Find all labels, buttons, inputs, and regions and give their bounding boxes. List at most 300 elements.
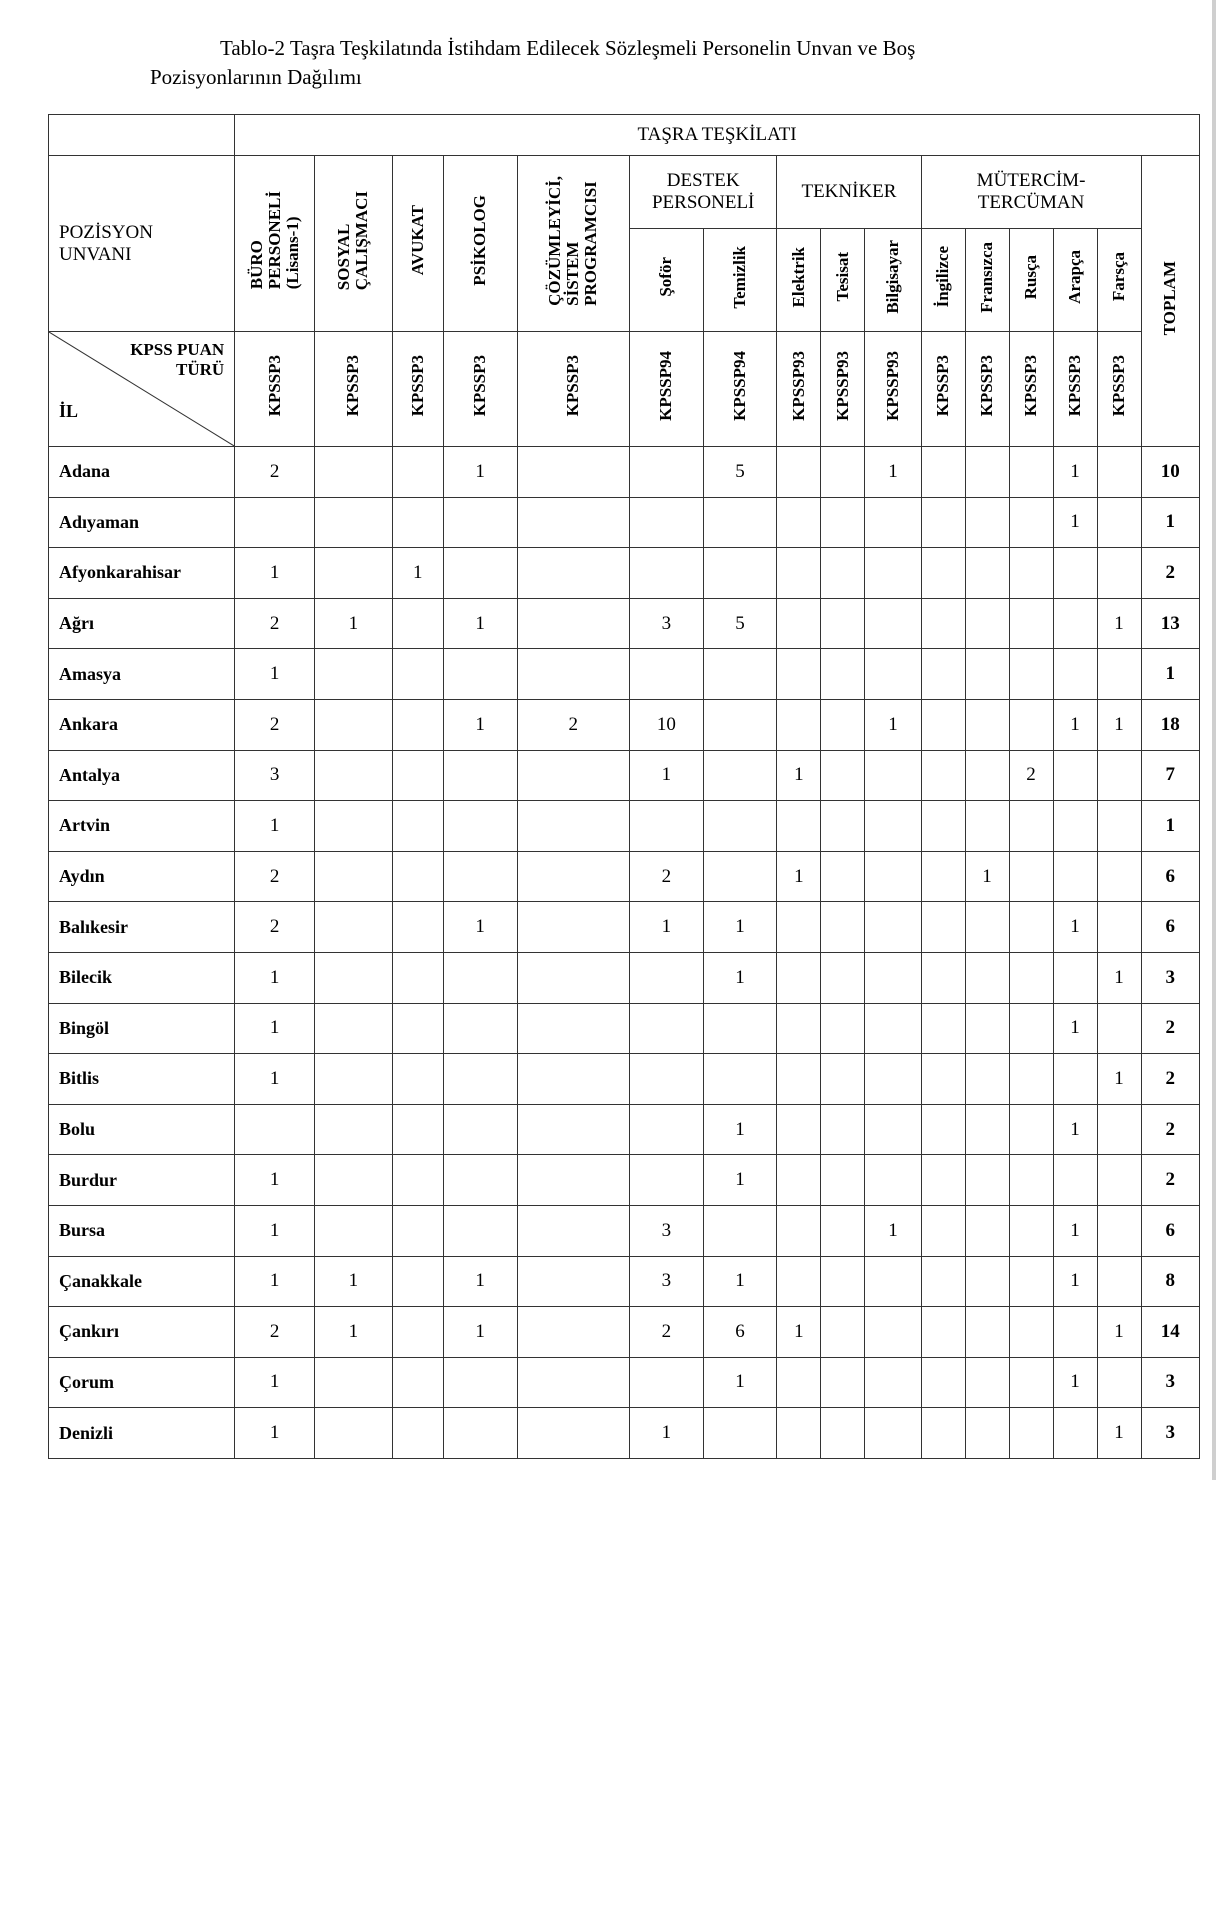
position-count bbox=[865, 1104, 921, 1155]
position-count bbox=[921, 1205, 965, 1256]
position-count bbox=[965, 1307, 1009, 1358]
position-count bbox=[392, 649, 443, 700]
row-total: 10 bbox=[1141, 447, 1200, 498]
position-count bbox=[865, 1357, 921, 1408]
kpss-type: KPSSP94 bbox=[703, 332, 777, 447]
province-name: Aydın bbox=[49, 851, 235, 902]
position-count bbox=[1009, 1408, 1053, 1459]
position-count bbox=[921, 1408, 965, 1459]
province-name: Bursa bbox=[49, 1205, 235, 1256]
province-name: Amasya bbox=[49, 649, 235, 700]
province-name: Bingöl bbox=[49, 1003, 235, 1054]
position-count: 1 bbox=[703, 1155, 777, 1206]
position-count bbox=[865, 801, 921, 852]
position-count bbox=[517, 750, 630, 801]
table-body bbox=[49, 447, 1200, 1459]
position-count bbox=[392, 1357, 443, 1408]
position-count bbox=[777, 1408, 821, 1459]
position-count bbox=[965, 902, 1009, 953]
position-count: 1 bbox=[235, 1003, 315, 1054]
position-count: 2 bbox=[517, 699, 630, 750]
position-count bbox=[517, 1054, 630, 1105]
position-count bbox=[865, 902, 921, 953]
position-count bbox=[443, 649, 517, 700]
position-count bbox=[314, 801, 392, 852]
position-count bbox=[1097, 548, 1141, 599]
position-count bbox=[821, 497, 865, 548]
position-count bbox=[821, 699, 865, 750]
position-count: 2 bbox=[630, 851, 704, 902]
kpss-type: KPSSP3 bbox=[1009, 332, 1053, 447]
position-count bbox=[703, 1408, 777, 1459]
position-count bbox=[630, 1155, 704, 1206]
position-count bbox=[703, 1054, 777, 1105]
position-count bbox=[392, 1205, 443, 1256]
position-count bbox=[921, 750, 965, 801]
position-count: 1 bbox=[777, 750, 821, 801]
position-count bbox=[314, 1205, 392, 1256]
position-count: 1 bbox=[314, 1307, 392, 1358]
row-total: 14 bbox=[1141, 1307, 1200, 1358]
position-count bbox=[443, 851, 517, 902]
position-count bbox=[443, 952, 517, 1003]
position-count: 5 bbox=[703, 447, 777, 498]
group-header-tekniker: TEKNİKER bbox=[777, 156, 921, 229]
position-count bbox=[443, 497, 517, 548]
position-count bbox=[965, 548, 1009, 599]
position-count bbox=[1053, 1307, 1097, 1358]
province-name: Çorum bbox=[49, 1357, 235, 1408]
position-count: 1 bbox=[1053, 1205, 1097, 1256]
position-count bbox=[1009, 1357, 1053, 1408]
position-count bbox=[443, 1205, 517, 1256]
position-count: 1 bbox=[1053, 902, 1097, 953]
position-count bbox=[1009, 497, 1053, 548]
position-count bbox=[821, 598, 865, 649]
position-count bbox=[1053, 801, 1097, 852]
province-name: Antalya bbox=[49, 750, 235, 801]
position-count: 1 bbox=[1097, 1307, 1141, 1358]
position-count bbox=[865, 1003, 921, 1054]
position-count: 2 bbox=[235, 902, 315, 953]
position-count bbox=[1097, 851, 1141, 902]
position-count bbox=[1097, 801, 1141, 852]
position-count: 1 bbox=[630, 1408, 704, 1459]
position-count bbox=[777, 1054, 821, 1105]
province-name: Denizli bbox=[49, 1408, 235, 1459]
table-title: TAŞRA TEŞKİLATI bbox=[235, 115, 1200, 156]
position-count bbox=[703, 851, 777, 902]
position-count: 1 bbox=[235, 801, 315, 852]
position-count: 1 bbox=[235, 1256, 315, 1307]
row-total: 13 bbox=[1141, 598, 1200, 649]
position-title-header: POZİSYON UNVANI bbox=[49, 156, 235, 332]
kpss-type: KPSSP94 bbox=[630, 332, 704, 447]
province-name: Afyonkarahisar bbox=[49, 548, 235, 599]
position-count bbox=[703, 1003, 777, 1054]
position-count: 2 bbox=[235, 699, 315, 750]
position-count bbox=[965, 1003, 1009, 1054]
position-count bbox=[314, 902, 392, 953]
staff-distribution-table bbox=[48, 114, 1200, 1459]
position-count bbox=[392, 497, 443, 548]
position-count bbox=[1009, 1054, 1053, 1105]
col-header-tesisat: Tesisat bbox=[821, 229, 865, 332]
position-count bbox=[821, 851, 865, 902]
col-header-fransizca: Fransızca bbox=[965, 229, 1009, 332]
province-name: Ankara bbox=[49, 699, 235, 750]
position-count bbox=[517, 548, 630, 599]
position-count bbox=[1053, 1054, 1097, 1105]
position-count bbox=[1009, 598, 1053, 649]
position-count bbox=[1053, 851, 1097, 902]
kpss-type: KPSSP93 bbox=[821, 332, 865, 447]
position-count: 5 bbox=[703, 598, 777, 649]
position-count bbox=[821, 1256, 865, 1307]
position-count bbox=[1009, 1155, 1053, 1206]
province-name: Çanakkale bbox=[49, 1256, 235, 1307]
position-count bbox=[1097, 902, 1141, 953]
position-count bbox=[1053, 1408, 1097, 1459]
position-count: 1 bbox=[443, 447, 517, 498]
position-count bbox=[921, 1003, 965, 1054]
col-header-avukat: AVUKAT bbox=[392, 156, 443, 332]
position-count bbox=[703, 1205, 777, 1256]
position-count bbox=[777, 1003, 821, 1054]
province-name: Bitlis bbox=[49, 1054, 235, 1105]
position-count bbox=[314, 1003, 392, 1054]
table-row bbox=[49, 750, 1200, 801]
table-row bbox=[49, 699, 1200, 750]
position-count bbox=[1097, 649, 1141, 700]
position-count bbox=[443, 801, 517, 852]
kpss-type: KPSSP3 bbox=[443, 332, 517, 447]
table-row bbox=[49, 1155, 1200, 1206]
position-count bbox=[314, 1408, 392, 1459]
position-count: 1 bbox=[1097, 699, 1141, 750]
col-header-bilgisayar: Bilgisayar bbox=[865, 229, 921, 332]
position-count bbox=[921, 1307, 965, 1358]
position-count bbox=[314, 447, 392, 498]
position-count bbox=[1009, 1003, 1053, 1054]
province-name: Bolu bbox=[49, 1104, 235, 1155]
position-count bbox=[314, 649, 392, 700]
col-header-temizlik: Temizlik bbox=[703, 229, 777, 332]
table-row bbox=[49, 598, 1200, 649]
position-count bbox=[865, 497, 921, 548]
position-count: 1 bbox=[314, 598, 392, 649]
position-count: 1 bbox=[1053, 447, 1097, 498]
position-count: 1 bbox=[1097, 598, 1141, 649]
position-count bbox=[821, 447, 865, 498]
position-count bbox=[821, 750, 865, 801]
row-total: 1 bbox=[1141, 649, 1200, 700]
position-count bbox=[443, 1357, 517, 1408]
position-count bbox=[921, 1256, 965, 1307]
position-count bbox=[921, 902, 965, 953]
position-count bbox=[1009, 447, 1053, 498]
position-count bbox=[314, 548, 392, 599]
row-total: 6 bbox=[1141, 1205, 1200, 1256]
position-count bbox=[630, 1003, 704, 1054]
group-header-destek: DESTEK PERSONELİ bbox=[630, 156, 777, 229]
position-count bbox=[1009, 801, 1053, 852]
kpss-type: KPSSP3 bbox=[314, 332, 392, 447]
position-count bbox=[1097, 1104, 1141, 1155]
table-row bbox=[49, 1256, 1200, 1307]
position-count bbox=[392, 598, 443, 649]
position-count bbox=[517, 1205, 630, 1256]
kpss-type: KPSSP3 bbox=[921, 332, 965, 447]
table-row bbox=[49, 1003, 1200, 1054]
position-count bbox=[965, 952, 1009, 1003]
position-count bbox=[392, 952, 443, 1003]
position-count: 1 bbox=[443, 902, 517, 953]
position-count bbox=[517, 801, 630, 852]
position-count bbox=[865, 1155, 921, 1206]
position-count bbox=[921, 1104, 965, 1155]
position-count bbox=[777, 952, 821, 1003]
position-count bbox=[1097, 1155, 1141, 1206]
position-count: 1 bbox=[703, 902, 777, 953]
position-count bbox=[392, 801, 443, 852]
kpss-il-diagonal-header bbox=[49, 332, 235, 447]
col-header-ingilizce: İngilizce bbox=[921, 229, 965, 332]
position-count bbox=[443, 1104, 517, 1155]
province-name: Adıyaman bbox=[49, 497, 235, 548]
position-count: 1 bbox=[443, 1307, 517, 1358]
position-count bbox=[965, 1104, 1009, 1155]
kpss-type: KPSSP93 bbox=[865, 332, 921, 447]
position-count bbox=[1009, 1307, 1053, 1358]
position-count bbox=[630, 649, 704, 700]
position-count bbox=[630, 1357, 704, 1408]
position-count bbox=[1097, 750, 1141, 801]
position-count bbox=[965, 447, 1009, 498]
position-count bbox=[1009, 649, 1053, 700]
position-count bbox=[517, 1155, 630, 1206]
caption-line-1: Tablo-2 Taşra Teşkilatında İstihdam Edilecek Sözleşmeli Personelin Unvan ve Boş bbox=[220, 36, 916, 60]
position-count: 1 bbox=[443, 598, 517, 649]
position-count: 1 bbox=[392, 548, 443, 599]
position-count bbox=[777, 1104, 821, 1155]
position-count bbox=[517, 1003, 630, 1054]
position-count bbox=[865, 1307, 921, 1358]
position-count bbox=[517, 1307, 630, 1358]
position-count bbox=[443, 750, 517, 801]
position-count: 1 bbox=[1053, 1256, 1097, 1307]
row-total: 2 bbox=[1141, 548, 1200, 599]
row-total: 3 bbox=[1141, 1357, 1200, 1408]
position-count bbox=[1097, 1205, 1141, 1256]
position-count bbox=[777, 1256, 821, 1307]
position-count bbox=[314, 1104, 392, 1155]
position-count bbox=[314, 750, 392, 801]
position-count bbox=[821, 801, 865, 852]
col-header-cozumleyici: ÇÖZÜMLEYİCİ, SİSTEM PROGRAMCISI bbox=[517, 156, 630, 332]
table-row bbox=[49, 1054, 1200, 1105]
position-count: 1 bbox=[1053, 1104, 1097, 1155]
position-count bbox=[1097, 497, 1141, 548]
position-count bbox=[517, 1357, 630, 1408]
position-count bbox=[965, 1054, 1009, 1105]
position-count bbox=[630, 1054, 704, 1105]
position-count bbox=[443, 1155, 517, 1206]
position-count bbox=[443, 548, 517, 599]
col-header-sofor: Şoför bbox=[630, 229, 704, 332]
position-count: 1 bbox=[314, 1256, 392, 1307]
position-count: 3 bbox=[630, 1256, 704, 1307]
position-count bbox=[1009, 952, 1053, 1003]
position-count bbox=[965, 750, 1009, 801]
position-count bbox=[392, 1256, 443, 1307]
position-count bbox=[1009, 1256, 1053, 1307]
province-name: Çankırı bbox=[49, 1307, 235, 1358]
province-name: Bilecik bbox=[49, 952, 235, 1003]
position-count bbox=[965, 1408, 1009, 1459]
position-count bbox=[443, 1003, 517, 1054]
position-count bbox=[865, 750, 921, 801]
position-count bbox=[314, 699, 392, 750]
position-count: 1 bbox=[235, 952, 315, 1003]
position-count bbox=[777, 1205, 821, 1256]
table-row bbox=[49, 447, 1200, 498]
position-count bbox=[392, 1408, 443, 1459]
position-count bbox=[965, 1357, 1009, 1408]
position-count bbox=[314, 1357, 392, 1408]
position-count bbox=[777, 1357, 821, 1408]
position-count bbox=[517, 952, 630, 1003]
position-count bbox=[777, 598, 821, 649]
position-count: 2 bbox=[235, 447, 315, 498]
position-count bbox=[517, 497, 630, 548]
row-total: 7 bbox=[1141, 750, 1200, 801]
position-count bbox=[1053, 548, 1097, 599]
position-count: 1 bbox=[703, 1256, 777, 1307]
position-count bbox=[821, 952, 865, 1003]
position-count: 1 bbox=[235, 1408, 315, 1459]
position-count: 1 bbox=[630, 750, 704, 801]
position-count: 6 bbox=[703, 1307, 777, 1358]
table-row bbox=[49, 1357, 1200, 1408]
position-count: 2 bbox=[235, 1307, 315, 1358]
position-count bbox=[517, 902, 630, 953]
position-count: 3 bbox=[630, 598, 704, 649]
table-row bbox=[49, 801, 1200, 852]
row-total: 1 bbox=[1141, 801, 1200, 852]
position-count: 3 bbox=[235, 750, 315, 801]
position-count bbox=[921, 801, 965, 852]
position-count bbox=[777, 1155, 821, 1206]
position-count bbox=[1053, 952, 1097, 1003]
position-count bbox=[777, 497, 821, 548]
position-count: 2 bbox=[630, 1307, 704, 1358]
province-name: Burdur bbox=[49, 1155, 235, 1206]
position-count bbox=[1009, 902, 1053, 953]
position-count bbox=[821, 902, 865, 953]
position-count: 1 bbox=[1053, 1003, 1097, 1054]
kpss-type: KPSSP3 bbox=[392, 332, 443, 447]
position-count: 1 bbox=[703, 952, 777, 1003]
province-label: İL bbox=[59, 401, 79, 421]
table-row bbox=[49, 1408, 1200, 1459]
caption-line-2: Pozisyonlarının Dağılımı bbox=[150, 65, 362, 89]
table-row bbox=[49, 649, 1200, 700]
position-count: 1 bbox=[1053, 1357, 1097, 1408]
position-count bbox=[1097, 1256, 1141, 1307]
table-row bbox=[49, 1307, 1200, 1358]
row-total: 18 bbox=[1141, 699, 1200, 750]
position-count bbox=[1009, 548, 1053, 599]
position-count: 1 bbox=[1097, 952, 1141, 1003]
position-count bbox=[630, 497, 704, 548]
position-count bbox=[921, 649, 965, 700]
position-count bbox=[821, 1003, 865, 1054]
col-header-toplam: TOPLAM bbox=[1141, 156, 1200, 447]
province-name: Balıkesir bbox=[49, 902, 235, 953]
kpss-type: KPSSP3 bbox=[235, 332, 315, 447]
position-count bbox=[517, 1104, 630, 1155]
position-count bbox=[703, 750, 777, 801]
position-count bbox=[517, 598, 630, 649]
position-count bbox=[392, 1307, 443, 1358]
table-row bbox=[49, 1104, 1200, 1155]
position-count bbox=[630, 447, 704, 498]
table-row bbox=[49, 851, 1200, 902]
position-count bbox=[777, 447, 821, 498]
position-count bbox=[821, 1408, 865, 1459]
position-count bbox=[314, 1054, 392, 1105]
position-count: 1 bbox=[443, 1256, 517, 1307]
position-count: 10 bbox=[630, 699, 704, 750]
position-count bbox=[1097, 1003, 1141, 1054]
position-count bbox=[921, 598, 965, 649]
position-count bbox=[821, 1357, 865, 1408]
position-count bbox=[517, 851, 630, 902]
position-count bbox=[517, 447, 630, 498]
position-count bbox=[1053, 598, 1097, 649]
position-count bbox=[1053, 649, 1097, 700]
position-count bbox=[821, 1104, 865, 1155]
position-count bbox=[517, 1408, 630, 1459]
position-count bbox=[921, 447, 965, 498]
position-count bbox=[314, 952, 392, 1003]
position-count bbox=[392, 1003, 443, 1054]
position-count bbox=[821, 1054, 865, 1105]
col-header-rusca: Rusça bbox=[1009, 229, 1053, 332]
position-count bbox=[965, 801, 1009, 852]
position-count: 1 bbox=[235, 548, 315, 599]
position-count: 1 bbox=[1053, 699, 1097, 750]
position-count bbox=[921, 1357, 965, 1408]
position-count bbox=[921, 548, 965, 599]
position-count: 1 bbox=[235, 649, 315, 700]
position-count bbox=[392, 1155, 443, 1206]
position-count bbox=[1009, 851, 1053, 902]
table-row bbox=[49, 952, 1200, 1003]
row-total: 2 bbox=[1141, 1104, 1200, 1155]
position-count bbox=[921, 497, 965, 548]
position-count: 1 bbox=[865, 447, 921, 498]
position-count bbox=[517, 1256, 630, 1307]
position-count bbox=[443, 1054, 517, 1105]
position-count bbox=[392, 750, 443, 801]
position-count: 3 bbox=[630, 1205, 704, 1256]
position-count bbox=[865, 548, 921, 599]
kpss-type: KPSSP3 bbox=[1053, 332, 1097, 447]
position-count bbox=[314, 497, 392, 548]
position-count: 1 bbox=[865, 699, 921, 750]
